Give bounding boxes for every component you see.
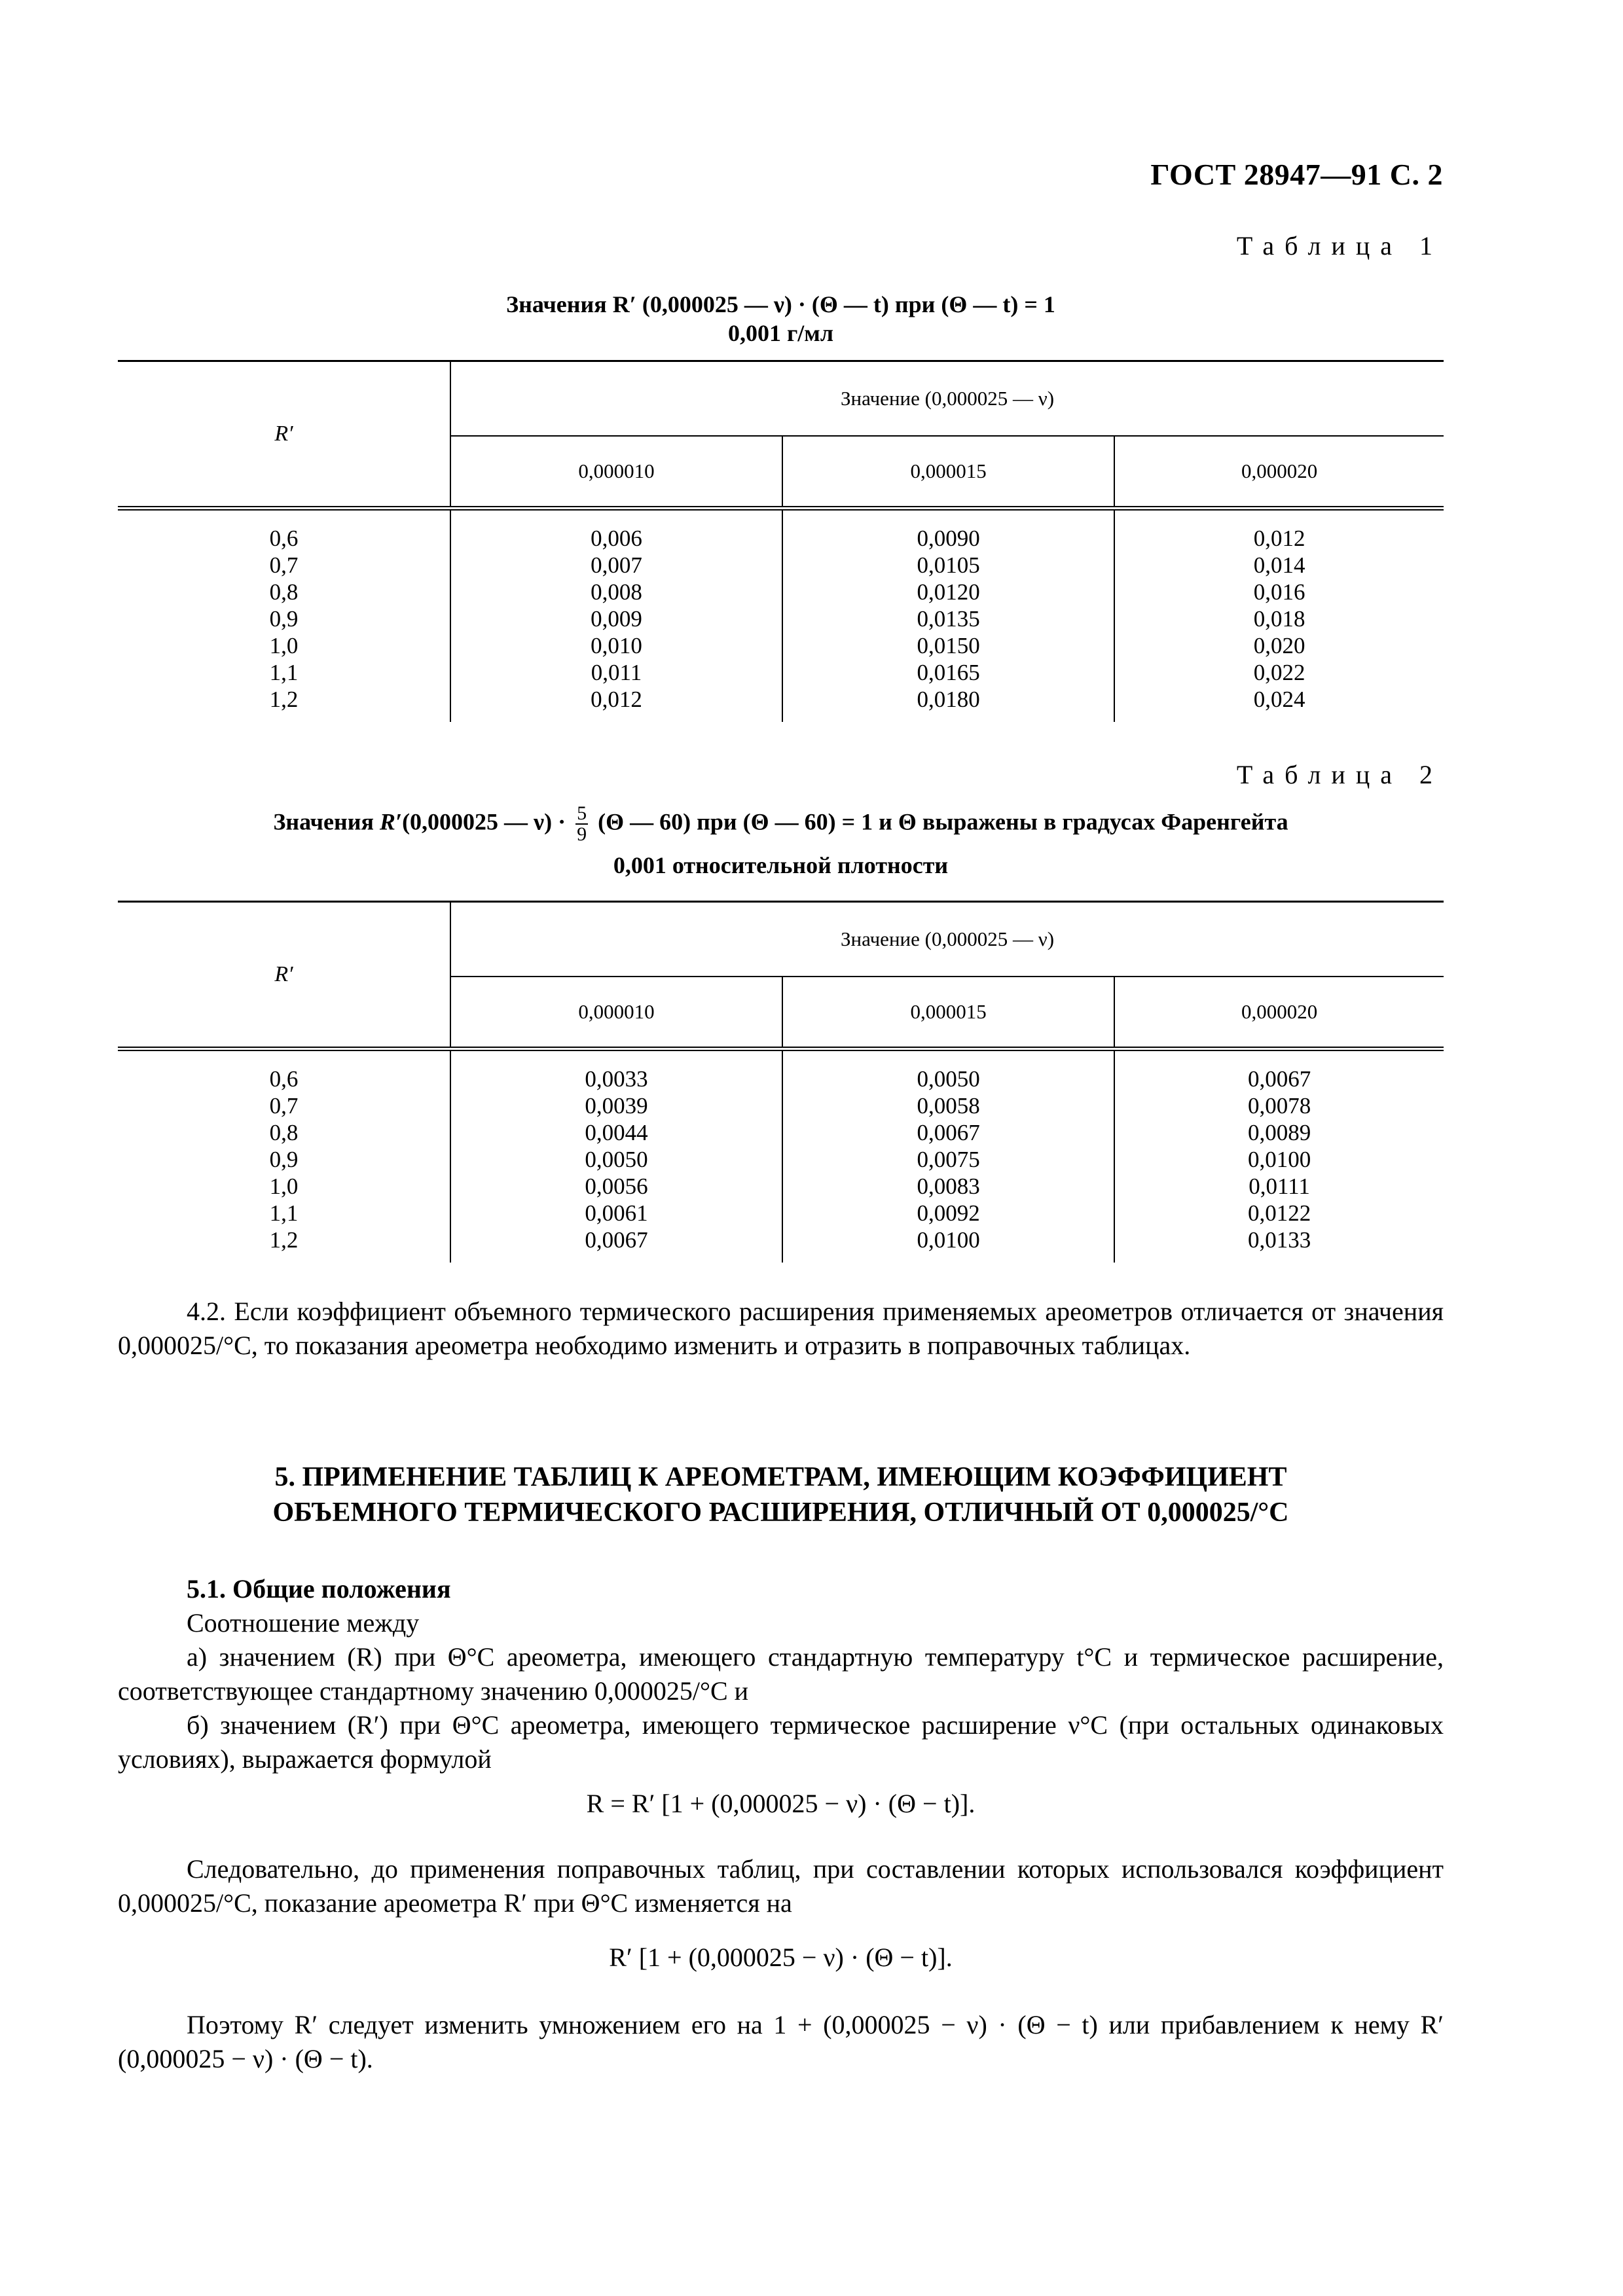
table-cell: 0,008	[591, 579, 642, 605]
item-b: б) значением (R′) при Θ°С ареометра, имеющего термическое расширение ν°С (при остальных одинаковых условиях), выражается формулой	[118, 1710, 1444, 1774]
table-cell: 0,0067	[917, 1120, 980, 1145]
table1-caption-line1: Значения R′ (0,000025 — ν) · (Θ — t) при (Θ — t) = 1	[506, 291, 1055, 317]
table2-subheader: 0,000020	[1241, 1000, 1318, 1023]
paragraph-therefore: Поэтому R′ следует изменить умножением его на 1 + (0,000025 − ν) · (Θ − t) или прибавлением к нему R′ (0,000025 − ν) · (Θ − t).	[118, 2010, 1444, 2073]
table2-label: Таблица 2	[1236, 760, 1443, 789]
table-cell: 1,2	[269, 687, 299, 712]
table-cell: 0,0100	[1247, 1147, 1311, 1172]
table-cell: 0,0135	[917, 606, 980, 632]
table1-col-r	[118, 509, 450, 723]
table-cell: 0,7	[269, 1093, 299, 1119]
table-cell: 1,0	[269, 633, 299, 658]
table2-caption	[118, 804, 1444, 880]
table-cell: 0,006	[591, 526, 642, 551]
table-cell: 0,7	[269, 552, 299, 578]
table-cell: 1,2	[269, 1227, 299, 1253]
table1-caption	[118, 290, 1444, 348]
table1-subheader: 0,000020	[1241, 459, 1318, 482]
table-cell: 0,009	[591, 606, 642, 632]
table2-subheader: 0,000010	[450, 977, 782, 1049]
table-cell: 0,0044	[585, 1120, 648, 1145]
table-cell: 0,0150	[917, 633, 980, 658]
table-cell: 0,9	[269, 606, 299, 632]
table-cell: 0,0133	[1247, 1227, 1311, 1253]
formula-2: R′ [1 + (0,000025 − ν) · (Θ − t)].	[609, 1943, 953, 1972]
table-cell: 0,9	[269, 1147, 299, 1172]
table-cell: 0,0165	[917, 660, 980, 685]
table1-header-r: R′	[118, 361, 450, 509]
table1-caption-line2: 0,001 г/мл	[727, 320, 834, 346]
table-cell: 0,0180	[917, 687, 980, 712]
table1-col-3	[1114, 509, 1444, 723]
table1	[118, 360, 1444, 722]
table2	[118, 901, 1444, 1263]
table2-header-r: R′	[118, 902, 450, 1049]
table-cell: 0,0067	[1247, 1066, 1311, 1092]
table-cell: 0,010	[591, 633, 642, 658]
table-cell: 0,0039	[585, 1093, 648, 1119]
table-cell: 0,012	[591, 687, 642, 712]
table2-caption-line1	[118, 804, 1444, 844]
table-cell: 0,016	[1253, 579, 1305, 605]
table2-caption-r: R′	[379, 808, 403, 835]
table-cell: 0,0120	[917, 579, 980, 605]
table1-header-group: Значение (0,000025 — ν)	[450, 361, 1444, 437]
table-cell: 1,1	[269, 1200, 299, 1226]
fraction-denominator: 9	[577, 823, 587, 845]
table-cell: 0,0056	[585, 1174, 648, 1199]
table-cell: 0,0122	[1247, 1200, 1311, 1226]
table-cell: 0,0105	[917, 552, 980, 578]
fraction-numerator: 5	[577, 802, 587, 824]
table2-subheader: 0,000015	[782, 977, 1114, 1049]
table2-caption-mid: (0,000025 — ν) ·	[402, 808, 566, 835]
formula-1: R = R′ [1 + (0,000025 − ν) · (Θ − t)].	[586, 1789, 976, 1818]
table-cell: 0,022	[1253, 660, 1305, 685]
table-cell: 0,0067	[585, 1227, 648, 1253]
page-header: ГОСТ 28947—91 С. 2	[1150, 158, 1443, 191]
paragraph-4-2: 4.2. Если коэффициент объемного термического расширения применяемых ареометров отличается от значения 0,000025/°С, то показания ареометра необходимо изменить и отразить в поправочных таблицах.	[118, 1297, 1444, 1360]
table-cell: 0,007	[591, 552, 642, 578]
section-5-title-line1: 5. ПРИМЕНЕНИЕ ТАБЛИЦ К АРЕОМЕТРАМ, ИМЕЮЩИМ КОЭФФИЦИЕНТ	[274, 1462, 1287, 1492]
table-cell: 0,8	[269, 579, 299, 605]
table2-caption-suffix: (Θ — 60) при (Θ — 60) = 1 и Θ выражены в градусах Фаренгейта	[598, 808, 1288, 835]
table1-subheader: 0,000010	[450, 436, 782, 509]
table-cell: 0,0090	[917, 526, 980, 551]
table2-col-3	[1114, 1049, 1444, 1263]
paragraph-consequently: Следовательно, до применения поправочных таблиц, при составлении которых использовался коэффициент 0,000025/°С, показание ареометра R′ при Θ°С изменяется на	[118, 1854, 1444, 1918]
table1-label: Таблица 1	[1236, 231, 1443, 260]
table-cell: 0,6	[269, 1066, 299, 1092]
table2-col-2	[782, 1049, 1114, 1263]
table-cell: 0,8	[269, 1120, 299, 1145]
table-cell: 0,0033	[585, 1066, 648, 1092]
fraction-5-9	[575, 804, 588, 844]
table-cell: 0,0111	[1249, 1174, 1310, 1199]
table-cell: 0,0083	[917, 1174, 980, 1199]
table2-header-group: Значение (0,000025 — ν)	[450, 902, 1444, 977]
table-cell: 0,014	[1253, 552, 1305, 578]
section-5-title	[118, 1460, 1444, 1530]
table-cell: 0,0092	[917, 1200, 980, 1226]
table-cell: 1,0	[269, 1174, 299, 1199]
table-cell: 0,0075	[917, 1147, 980, 1172]
table2-caption-line2: 0,001 относительной плотности	[613, 852, 949, 878]
table1-col-2	[782, 509, 1114, 723]
intro-text: Соотношение между	[187, 1608, 420, 1638]
table-cell: 0,0058	[917, 1093, 980, 1119]
table-cell: 0,0078	[1247, 1093, 1311, 1119]
table-cell: 0,011	[591, 660, 642, 685]
table1-col-1	[450, 509, 782, 723]
table-cell: 0,024	[1253, 687, 1305, 712]
table-cell: 0,020	[1253, 633, 1305, 658]
table2-col-r	[118, 1049, 450, 1263]
subsection-5-1-title: 5.1. Общие положения	[187, 1574, 451, 1604]
subsection-5-1	[118, 1572, 1444, 1776]
table-cell: 0,0061	[585, 1200, 648, 1226]
table-cell: 0,018	[1253, 606, 1305, 632]
table-cell: 0,0050	[917, 1066, 980, 1092]
table-cell: 0,6	[269, 526, 299, 551]
table-cell: 0,0089	[1247, 1120, 1311, 1145]
table2-caption-prefix: Значения	[273, 808, 380, 835]
table-cell: 0,012	[1253, 526, 1305, 551]
table-cell: 1,1	[269, 660, 299, 685]
item-a: а) значением (R) при Θ°С ареометра, имеющего стандартную температуру t°С и термическое расширение, соответствующее стандартному значению 0,000025/°С и	[118, 1642, 1444, 1706]
table2-col-1	[450, 1049, 782, 1263]
table1-subheader: 0,000015	[782, 436, 1114, 509]
table-cell: 0,0100	[917, 1227, 980, 1253]
table-cell: 0,0050	[585, 1147, 648, 1172]
section-5-title-line2: ОБЪЕМНОГО ТЕРМИЧЕСКОГО РАСШИРЕНИЯ, ОТЛИЧНЫЙ ОТ 0,000025/°С	[272, 1498, 1289, 1528]
